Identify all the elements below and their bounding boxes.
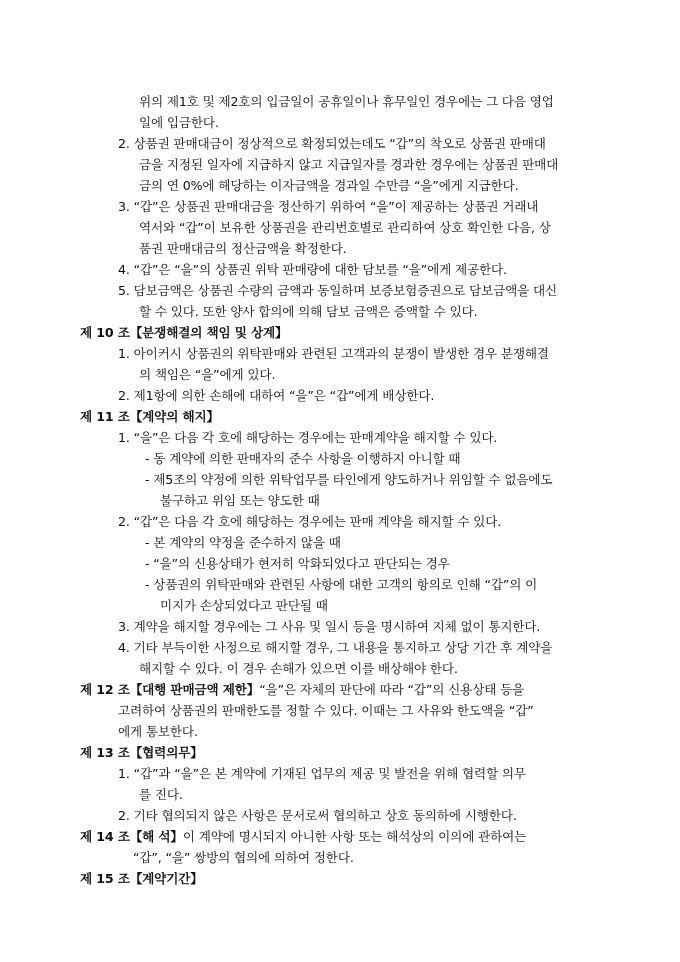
text-line: [80, 681, 524, 699]
text-line: 4. “갑”은 “을”의 상품권 위탁 판매량에 대한 담보를 “을”에게 제공한다.: [118, 262, 507, 277]
article-heading: 제 12 조【대행 판매금액 제한】: [80, 682, 260, 697]
article-heading: 제 13 조【협력의무】: [80, 745, 203, 760]
text-line: 3. 계약을 해지할 경우에는 그 사유 및 일시 등을 명시하여 지체 없이 통지한다.: [118, 619, 541, 634]
text-line: 해지할 수 있다. 이 경우 손해가 있으면 이를 배상해야 한다.: [139, 661, 458, 676]
article-heading: 제 11 조【계약의 해지】: [80, 409, 219, 424]
text-line: 2. “갑”은 다음 각 호에 해당하는 경우에는 판매 계약을 해지할 수 있다.: [118, 514, 502, 529]
article-heading: 제 10 조【분쟁해결의 책임 및 상계】: [80, 325, 288, 340]
text-line: 5. 담보금액은 상품권 수량의 금액과 동일하며 보증보험증권으로 담보금액을 대신: [118, 283, 558, 298]
text-line: 에게 통보한다.: [118, 724, 198, 739]
text-line: 1. “갑”과 “을”은 본 계약에 기재된 업무의 제공 및 발전을 위해 협력할 의무: [118, 766, 526, 781]
text-line: [80, 828, 526, 846]
text-line: 일에 입금한다.: [139, 115, 219, 130]
text-line: 위의 제1호 및 제2호의 입금일이 공휴일이나 휴무일인 경우에는 그 다음 영업: [139, 94, 554, 109]
article-text: 이 계약에 명시되지 아니한 사항 또는 해석상의 이의에 관하여는: [182, 829, 527, 844]
text-line: 1. 아이커시 상품권의 위탁판매와 관련된 고객과의 분쟁이 발생한 경우 분쟁해결: [118, 346, 549, 361]
text-line: 금을 지정된 일자에 지급하지 않고 지급일자를 경과한 경우에는 상품권 판매대: [139, 157, 559, 172]
text-line: 를 진다.: [139, 787, 183, 802]
text-line: 3. “갑”은 상품권 판매대금을 정산하기 위하여 “을”이 제공하는 상품권 거래내: [118, 199, 539, 214]
text-line: 금의 연 0%에 해당하는 이자금액을 경과일 수만큼 “을”에게 지급한다.: [139, 178, 519, 193]
text-line: 1. “을”은 다음 각 호에 해당하는 경우에는 판매계약을 해지할 수 있다.: [118, 430, 498, 445]
text-line: 고려하여 상품권의 판매한도를 정할 수 있다. 이때는 그 사유와 한도액을 “갑”: [118, 703, 534, 718]
text-line: 2. 기타 협의되지 않은 사항은 문서로써 협의하고 상호 동의하에 시행한다.: [118, 808, 517, 823]
text-line: 품권 판매대금의 정산금액을 확정한다.: [139, 241, 347, 256]
text-line: 4. 기타 부득이한 사정으로 해지할 경우, 그 내용을 통지하고 상당 기간 후 계약을: [118, 640, 553, 655]
text-line: - “을”의 신용상태가 현저히 악화되었다고 판단되는 경우: [145, 556, 450, 571]
text-line: 불구하고 위임 또는 양도한 때: [160, 493, 320, 508]
text-line: 역서와 “갑”이 보유한 상품권을 관리번호별로 관리하여 상호 확인한 다음, 상: [139, 220, 551, 235]
text-line: “갑”, “을” 쌍방의 협의에 의하여 정한다.: [133, 850, 354, 865]
text-line: 할 수 있다. 또한 양사 합의에 의해 담보 금액은 증액할 수 있다.: [139, 304, 478, 319]
text-line: - 본 계약의 약정을 준수하지 않을 때: [145, 535, 341, 550]
text-line: 의 책임은 “을”에게 있다.: [139, 367, 276, 382]
article-heading: 제 14 조【해 석】: [80, 829, 183, 844]
text-line: 2. 제1항에 의한 손해에 대하여 “을”은 “갑”에게 배상한다.: [118, 388, 435, 403]
article-heading: 제 15 조【계약기간】: [80, 871, 203, 886]
text-line: - 상품권의 위탁판매와 관련된 사항에 대한 고객의 항의로 인해 “갑”의 이: [145, 577, 538, 592]
article-text: “을”은 자체의 판단에 따라 “갑”의 신용상태 등을: [259, 682, 525, 697]
text-line: 미지가 손상되었다고 판단될 때: [160, 598, 328, 613]
text-line: 2. 상품권 판매대금이 정상적으로 확정되었는데도 “갑”의 착오로 상품권 판매대: [118, 136, 546, 151]
text-line: - 동 계약에 의한 판매자의 준수 사항을 이행하지 아니할 때: [145, 451, 461, 466]
text-line: - 제5조의 약정에 의한 위탁업무를 타인에게 양도하거나 위임할 수 없음에도: [145, 472, 553, 487]
